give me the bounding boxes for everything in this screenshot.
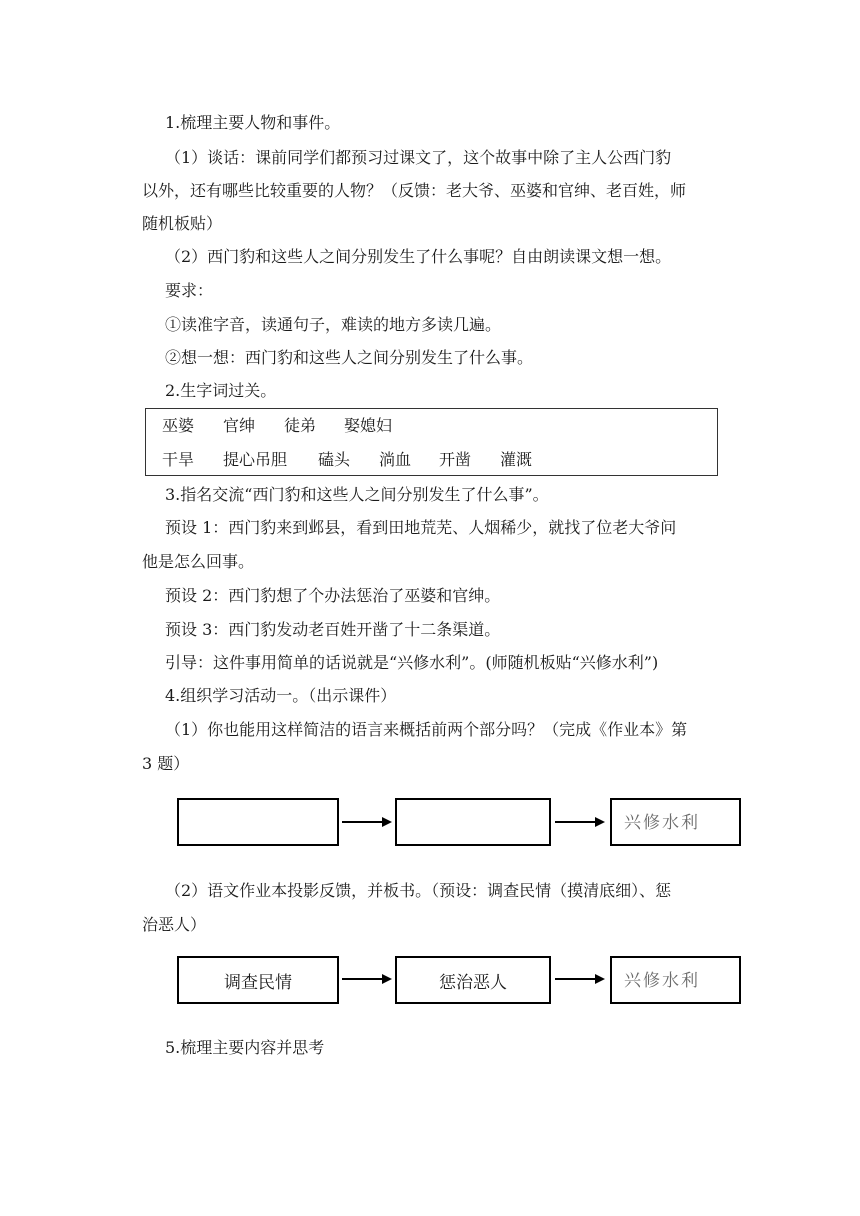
arrow-icon [342,815,392,829]
question1-line2: 3 题） [142,754,190,773]
guide-text: 引导：这件事用简单的话说就是“兴修水利”。(师随机板贴“兴修水利”) [165,653,659,672]
question2-line1: （2）语文作业本投影反馈，并板书。（预设：调查民情（摸清底细）、惩 [165,881,672,900]
section1-p1-line2: 以外，还有哪些比较重要的人物？（反馈：老大爷、巫婆和官绅、老百姓，师 [142,181,687,200]
flow2-box-3 [610,956,741,1004]
flow2-box-2 [395,956,551,1004]
vocab-word: 灌溉 [500,450,533,469]
flow1-box-3 [610,798,741,846]
section5-heading: 5.梳理主要内容并思考 [165,1038,325,1057]
vocab-word: 干旱 [162,450,195,469]
flow2-box-2-label: 惩治恶人 [439,972,507,993]
preset1-line1: 预设 1：西门豹来到邺县，看到田地荒芜、人烟稀少，就找了位老大爷问 [165,518,677,537]
arrow-icon [555,972,605,986]
section2-heading: 2.生字词过关。 [165,381,277,400]
vocab-word: 娶媳妇 [344,416,393,435]
flow2-box-1 [177,956,339,1004]
vocab-word: 磕头 [318,450,351,469]
vocab-word: 淌血 [379,450,412,469]
requirement-1: ①读准字音，读通句子，难读的地方多读几遍。 [165,315,502,334]
section4-heading: 4.组织学习活动一。（出示课件） [165,686,397,705]
section1-p2: （2）西门豹和这些人之间分别发生了什么事呢？自由朗读课文想一想。 [165,247,672,266]
section1-p1-line3: 随机板贴） [142,214,223,233]
preset1-line2: 他是怎么回事。 [142,552,255,571]
preset3: 预设 3：西门豹发动老百姓开凿了十二条渠道。 [165,620,501,639]
flow2-box-1-label: 调查民情 [224,972,292,993]
arrow-icon [342,972,392,986]
question1-line1: （1）你也能用这样简洁的语言来概括前两个部分吗？（完成《作业本》第 [165,720,688,739]
vocab-word: 开凿 [439,450,472,469]
requirement-2: ②想一想：西门豹和这些人之间分别发生了什么事。 [165,348,534,367]
requirement-label: 要求： [165,281,214,300]
vocab-word: 提心吊胆 [223,450,288,469]
section1-heading: 1.梳理主要人物和事件。 [165,113,341,132]
flow1-box-2 [395,798,551,846]
vocab-word: 徒弟 [284,416,317,435]
vocabulary-box [145,408,718,476]
vocab-word: 巫婆 [162,416,195,435]
question2-line2: 治恶人） [142,915,207,934]
flow1-box-3-label: 兴修水利 [624,813,700,833]
section1-p1-line1: （1）谈话：课前同学们都预习过课文了，这个故事中除了主人公西门豹 [165,148,672,167]
vocab-word: 官绅 [223,416,256,435]
flow1-box-1 [177,798,339,846]
preset2: 预设 2：西门豹想了个办法惩治了巫婆和官绅。 [165,586,501,605]
flow2-box-3-label: 兴修水利 [624,971,700,991]
section3-heading: 3.指名交流“西门豹和这些人之间分别发生了什么事”。 [165,485,549,504]
arrow-icon [555,815,605,829]
